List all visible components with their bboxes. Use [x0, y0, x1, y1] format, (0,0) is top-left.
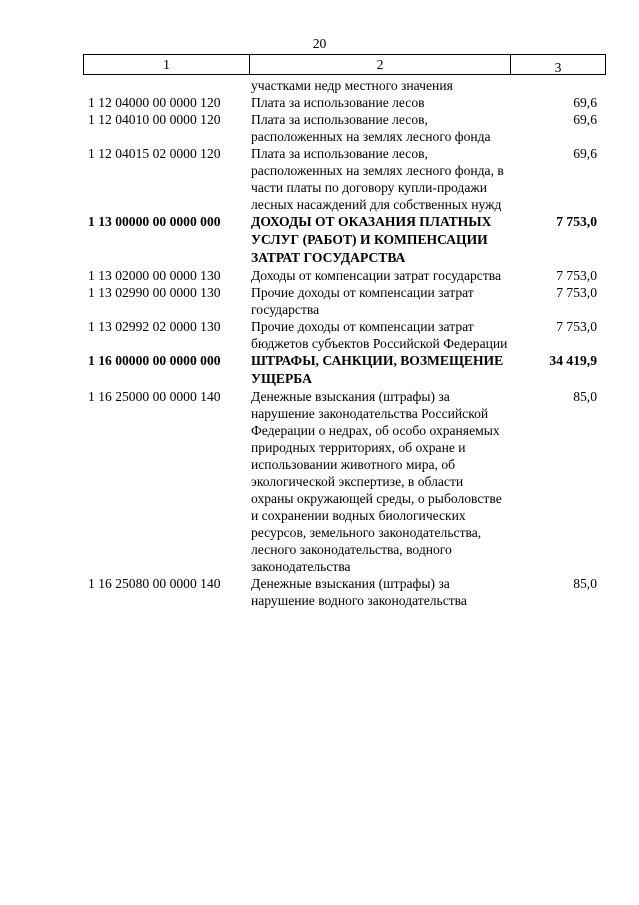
page-number: 20 — [312, 36, 327, 51]
row-code: 1 12 04010 00 0000 120 — [88, 112, 221, 127]
row-value: 69,6 — [573, 95, 597, 110]
row-code: 1 13 02000 00 0000 130 — [88, 268, 221, 283]
row-name: Прочие доходы от компенсации затрат бюджетов субъектов Российской Федерации — [251, 319, 508, 351]
row-value: 7 753,0 — [556, 214, 597, 229]
row-name: Доходы от компенсации затрат государства — [251, 268, 502, 283]
table-body — [0, 77, 639, 609]
table-row — [0, 575, 639, 609]
row-value: 69,6 — [573, 112, 597, 127]
row-code: 1 13 02990 00 0000 130 — [88, 285, 221, 300]
header-col-3: 3 — [554, 60, 562, 75]
row-value: 69,6 — [573, 146, 597, 161]
header-col-2: 2 — [250, 55, 511, 74]
row-value: 7 753,0 — [556, 285, 597, 300]
header-col-1: 1 — [84, 55, 250, 74]
row-code: 1 13 00000 00 0000 000 — [88, 214, 221, 229]
row-code: 1 16 25080 00 0000 140 — [88, 576, 221, 591]
table-row — [0, 111, 639, 145]
table-row — [0, 77, 639, 94]
table-row — [0, 388, 639, 575]
table-row — [0, 352, 639, 388]
table-row — [0, 318, 639, 352]
table-row — [0, 145, 639, 213]
row-code: 1 16 00000 00 0000 000 — [88, 353, 221, 368]
row-name: Плата за использование лесов — [251, 95, 425, 110]
row-name: участками недр местного значения — [251, 78, 453, 93]
row-name: Плата за использование лесов, расположенных на землях лесного фонда, в части платы по договору купли-продажи лесных насаждений для собственных нужд — [251, 146, 504, 212]
row-code: 1 12 04015 02 0000 120 — [88, 146, 221, 161]
row-name: Прочие доходы от компенсации затрат государства — [251, 285, 474, 317]
row-name: ШТРАФЫ, САНКЦИИ, ВОЗМЕЩЕНИЕ УЩЕРБА — [251, 353, 504, 386]
row-code: 1 12 04000 00 0000 120 — [88, 95, 221, 110]
row-name: Денежные взыскания (штрафы) за нарушение водного законодательства — [251, 576, 467, 608]
row-value: 34 419,9 — [549, 353, 597, 368]
row-name: Денежные взыскания (штрафы) за нарушение законодательства Российской Федерации о недрах, об особо охраняемых природных территориях, об охране и использовании животного мира, об экологической экспертизе, в области охраны окружающей среды, о рыболовстве и сохранении водных биологических ресурсов, земельного законодательства, лесного законодательства, водного законодательства — [251, 389, 502, 574]
row-name: ДОХОДЫ ОТ ОКАЗАНИЯ ПЛАТНЫХ УСЛУГ (РАБОТ) И КОМПЕНСАЦИИ ЗАТРАТ ГОСУДАРСТВА — [251, 214, 492, 265]
table-row — [0, 267, 639, 284]
table-row — [0, 284, 639, 318]
row-name: Плата за использование лесов, расположенных на землях лесного фонда — [251, 112, 491, 144]
table-row — [0, 213, 639, 267]
table-header — [83, 54, 606, 75]
table-row — [0, 94, 639, 111]
row-value: 7 753,0 — [556, 268, 597, 283]
row-code: 1 13 02992 02 0000 130 — [88, 319, 221, 334]
row-value: 85,0 — [573, 576, 597, 591]
row-value: 85,0 — [573, 389, 597, 404]
row-code: 1 16 25000 00 0000 140 — [88, 389, 221, 404]
row-value: 7 753,0 — [556, 319, 597, 334]
